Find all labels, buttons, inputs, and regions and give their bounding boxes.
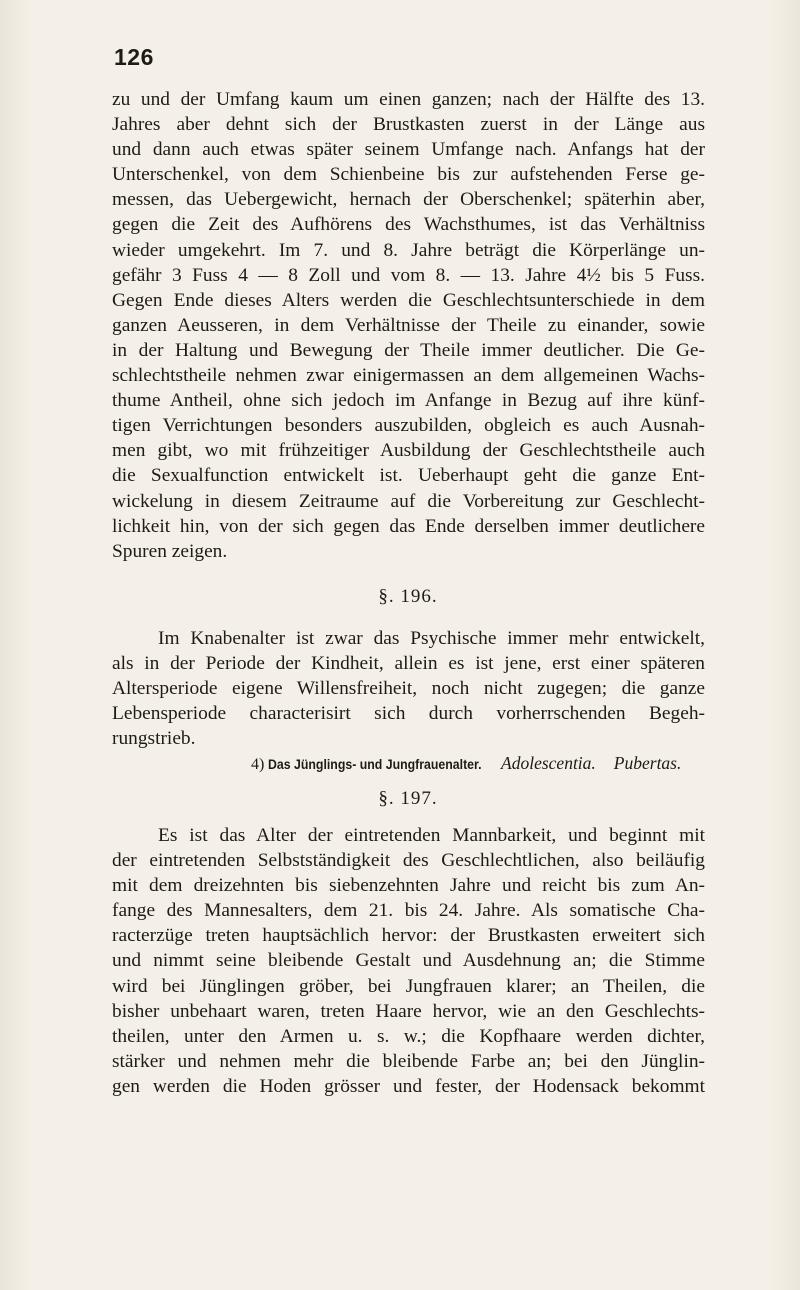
text-line: Lebensperiode characterisirt sich durch vorherrschenden Begeh-	[112, 703, 705, 725]
paragraph-2	[112, 626, 705, 751]
text-line: ganzen Aeusseren, in dem Verhältnisse der Theile zu einander, sowie	[112, 314, 705, 336]
text-line: in der Haltung und Bewegung der Theile immer deutlicher. Die Ge-	[112, 339, 705, 361]
text-line: racterzüge treten hauptsächlich hervor: der Brustkasten erweitert sich	[112, 925, 705, 947]
text-line: lichkeit hin, von der sich gegen das Ende derselben immer deutlichere	[112, 515, 705, 537]
text-line: thume Antheil, ohne sich jedoch im Anfange in Bezug auf ihre künf-	[112, 390, 705, 412]
text-line: wickelung in diesem Zeitraume auf die Vorbereitung zur Geschlecht-	[112, 490, 705, 512]
page-number: 126	[114, 44, 154, 70]
text-line: der eintretenden Selbstständigkeit des Geschlechtlichen, also beiläufig	[112, 850, 705, 872]
text-line: Altersperiode eigene Willensfreiheit, noch nicht zugegen; die ganze	[112, 678, 705, 700]
text-line: Spuren zeigen.	[112, 540, 228, 562]
text-line: Unterschenkel, von dem Schienbeine bis zur aufstehenden Ferse ge-	[112, 164, 705, 186]
text-line: als in der Periode der Kindheit, allein es ist jene, erst einer späteren	[112, 653, 705, 675]
text-line: gegen die Zeit des Aufhörens des Wachsthumes, ist das Verhältniss	[112, 214, 705, 236]
heading-number: 4)	[251, 756, 265, 773]
text-line: bisher unbehaart waren, treten Haare hervor, wie an den Geschlechts-	[112, 1000, 705, 1022]
text-line: rungstrieb.	[112, 728, 196, 750]
text-line: Im Knabenalter ist zwar das Psychische immer mehr entwickelt,	[158, 628, 705, 649]
text-line: messen, das Uebergewicht, hernach der Oberschenkel; späterhin aber,	[112, 189, 705, 211]
section-number: §. 197.	[378, 788, 438, 809]
heading-german: Das Jünglings- und Jungfrauenalter.	[268, 756, 482, 772]
text-line: zu und der Umfang kaum um einen ganzen; nach der Hälfte des 13.	[112, 89, 705, 110]
text-line: theilen, unter den Armen u. s. w.; die Kopfhaare werden dichter,	[112, 1025, 705, 1047]
text-line: men gibt, wo mit frühzeitiger Ausbildung der Geschlechtstheile auch	[112, 440, 705, 462]
text-line: mit dem dreizehnten bis siebenzehnten Jahre und reicht bis zum An-	[112, 875, 705, 897]
paragraph-1	[112, 87, 705, 564]
text-line: tigen Verrichtungen besonders auszubilden, obgleich es auch Ausnah-	[112, 415, 705, 437]
text-line: fange des Mannesalters, dem 21. bis 24. Jahre. Als somatische Cha-	[112, 900, 705, 922]
text-line: gefähr 3 Fuss 4 — 8 Zoll und vom 8. — 13. Jahre 4½ bis 5 Fuss.	[112, 264, 705, 286]
paragraph-3	[112, 823, 705, 1099]
text-line: Jahres aber dehnt sich der Brustkasten zuerst in der Länge aus	[112, 114, 705, 136]
text-line: wird bei Jünglingen gröber, bei Jungfrauen klarer; an Theilen, die	[112, 975, 705, 997]
text-line: stärker und nehmen mehr die bleibende Farbe an; bei den Jünglin-	[112, 1050, 705, 1072]
section-number: §. 196.	[378, 586, 438, 607]
text-line: die Sexualfunction entwickelt ist. Ueberhaupt geht die ganze Ent-	[112, 465, 705, 487]
chapter-heading	[251, 753, 681, 774]
text-line: wieder umgekehrt. Im 7. und 8. Jahre beträgt die Körperlänge un-	[112, 239, 705, 261]
text-line: Gegen Ende dieses Alters werden die Geschlechtsunterschiede in dem	[112, 289, 705, 311]
text-line: gen werden die Hoden grösser und fester, der Hodensack bekommt	[112, 1075, 705, 1097]
text-line: schlechtstheile nehmen zwar einigermassen an dem allgemeinen Wachs-	[112, 365, 705, 387]
text-line: Es ist das Alter der eintretenden Mannbarkeit, und beginnt mit	[158, 825, 705, 846]
heading-latin: Adolescentia.	[501, 753, 596, 773]
heading-latin-alt: Pubertas.	[613, 753, 682, 773]
text-line: und nimmt seine bleibende Gestalt und Ausdehnung an; die Stimme	[112, 950, 705, 972]
text-line: und dann auch etwas später seinem Umfange nach. Anfangs hat der	[112, 139, 705, 161]
